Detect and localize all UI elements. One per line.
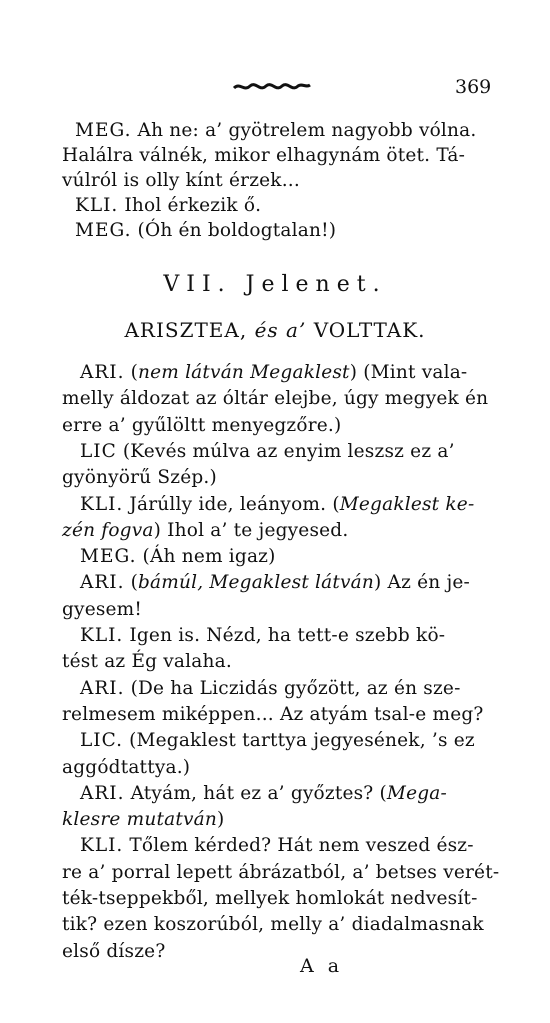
text-line — [80, 676, 535, 702]
speaker-name: KLI. — [75, 195, 119, 216]
text-line — [80, 439, 535, 465]
scene-title: VII. Jelenet. — [163, 272, 387, 297]
text-line — [80, 781, 535, 807]
speaker-name: KLI. — [80, 493, 124, 515]
character-name: ARISZTEA — [124, 318, 240, 342]
line-text: Ihol érkezik ő. — [118, 195, 262, 216]
text-line — [62, 886, 517, 912]
line-text: (Áh nem igaz) — [136, 546, 276, 568]
text-line — [62, 702, 517, 728]
text-line — [62, 168, 517, 194]
line-text: tik? ezen koszorúból, melly a’ diadalmasnak — [62, 914, 484, 936]
line-text: ( — [124, 362, 138, 383]
page-number: 369 — [455, 76, 492, 98]
text-line — [62, 912, 517, 938]
character-others: VOLTTAK. — [313, 318, 426, 342]
line-text: (De ha Liczidás győzött, az én sze- — [124, 677, 461, 699]
line-text: Igen is. Nézd, ha tett-e szebb kö- — [123, 625, 446, 646]
speaker-name: MEG. — [75, 220, 132, 241]
line-text: vúlról is olly kínt érzek... — [62, 170, 300, 191]
speaker-name: KLI. — [80, 835, 124, 857]
stage-direction: Mega- — [386, 782, 447, 804]
text-line — [62, 807, 517, 833]
line-text: ) — [217, 809, 225, 831]
line-text: aggódtattya.) — [62, 756, 191, 778]
text-line — [62, 755, 517, 781]
line-text: relmesem miképpen... Az atyám tsal-e meg? — [62, 703, 484, 725]
text-line — [62, 465, 517, 491]
line-text: Járúlly ide, leányom. ( — [123, 493, 340, 515]
text-line — [80, 570, 535, 596]
line-text: melly áldozat az óltár elejbe, úgy megyek én — [62, 388, 489, 410]
catchword: A a — [300, 955, 344, 977]
speaker-name: LIC. — [80, 730, 123, 752]
line-text: erre a’ gyűlöltt menyegzőre.) — [62, 414, 342, 436]
line-text: tést az Ég valaha. — [62, 651, 232, 673]
line-text: ) Az én je- — [374, 572, 470, 594]
speaker-name: ARI. — [80, 782, 125, 804]
text-line — [62, 649, 517, 675]
line-text: gyesem! — [62, 598, 143, 620]
speaker-name: MEG. — [80, 546, 137, 568]
line-text: ) (Mint vala- — [349, 362, 468, 383]
character-connector: és a’ — [254, 318, 307, 342]
line-text: első dísze? — [62, 940, 166, 962]
text-line — [80, 360, 535, 386]
line-text: Halálra válnék, mikor elhagynám ötet. Tá- — [62, 145, 466, 166]
text-line — [80, 623, 535, 649]
text-line — [62, 386, 517, 412]
stage-direction: zén fogva — [62, 519, 154, 541]
scene-characters: ARISZTEA, és a’ VOLTTAK. — [124, 318, 426, 342]
line-text: gyönyörű Szép.) — [62, 467, 217, 489]
text-line — [75, 218, 530, 244]
stage-direction: Megaklest ke- — [339, 493, 475, 515]
line-text: (Óh én boldogtalan!) — [131, 220, 337, 241]
text-line — [62, 939, 517, 965]
text-line — [80, 833, 535, 859]
text-line — [75, 193, 530, 219]
line-text: Tőlem kérded? Hát nem veszed ész- — [123, 835, 474, 857]
text-line — [75, 118, 530, 144]
text-line — [62, 413, 517, 439]
text-line — [62, 143, 517, 169]
stage-direction: nem látván Megaklest — [137, 362, 350, 383]
speaker-name: KLI. — [80, 625, 124, 646]
speaker-name: LIC — [80, 440, 117, 462]
text-line — [80, 728, 535, 754]
header-ornament-icon — [232, 80, 312, 94]
line-text: (Megaklest tarttya jegyesének, ’s ez — [122, 730, 475, 752]
line-text: (Kevés múlva az enyim leszsz ez a’ — [116, 440, 455, 462]
line-text: re a’ porral lepett ábrázatból, a’ betses verét- — [62, 861, 500, 883]
speaker-name: MEG. — [75, 120, 132, 141]
line-text: ( — [124, 572, 138, 594]
line-text: Atyám, hát ez a’ győztes? ( — [124, 782, 387, 804]
speaker-name: ARI. — [80, 572, 125, 594]
stage-direction: bámúl, Megaklest látván — [137, 572, 375, 594]
line-text: ték-tseppekből, mellyek homlokát nedvesít- — [62, 888, 478, 909]
text-line — [62, 597, 517, 623]
stage-direction: klesre mutatván — [62, 809, 217, 831]
text-line — [80, 492, 535, 518]
speaker-name: ARI. — [80, 362, 125, 383]
line-text: ) Ihol a’ te jegyesed. — [153, 519, 349, 541]
line-text: Ah ne: a’ gyötrelem nagyobb vólna. — [131, 120, 477, 141]
text-line — [62, 518, 517, 544]
speaker-name: ARI. — [80, 677, 125, 699]
text-line — [62, 860, 517, 886]
text-line — [80, 544, 535, 570]
